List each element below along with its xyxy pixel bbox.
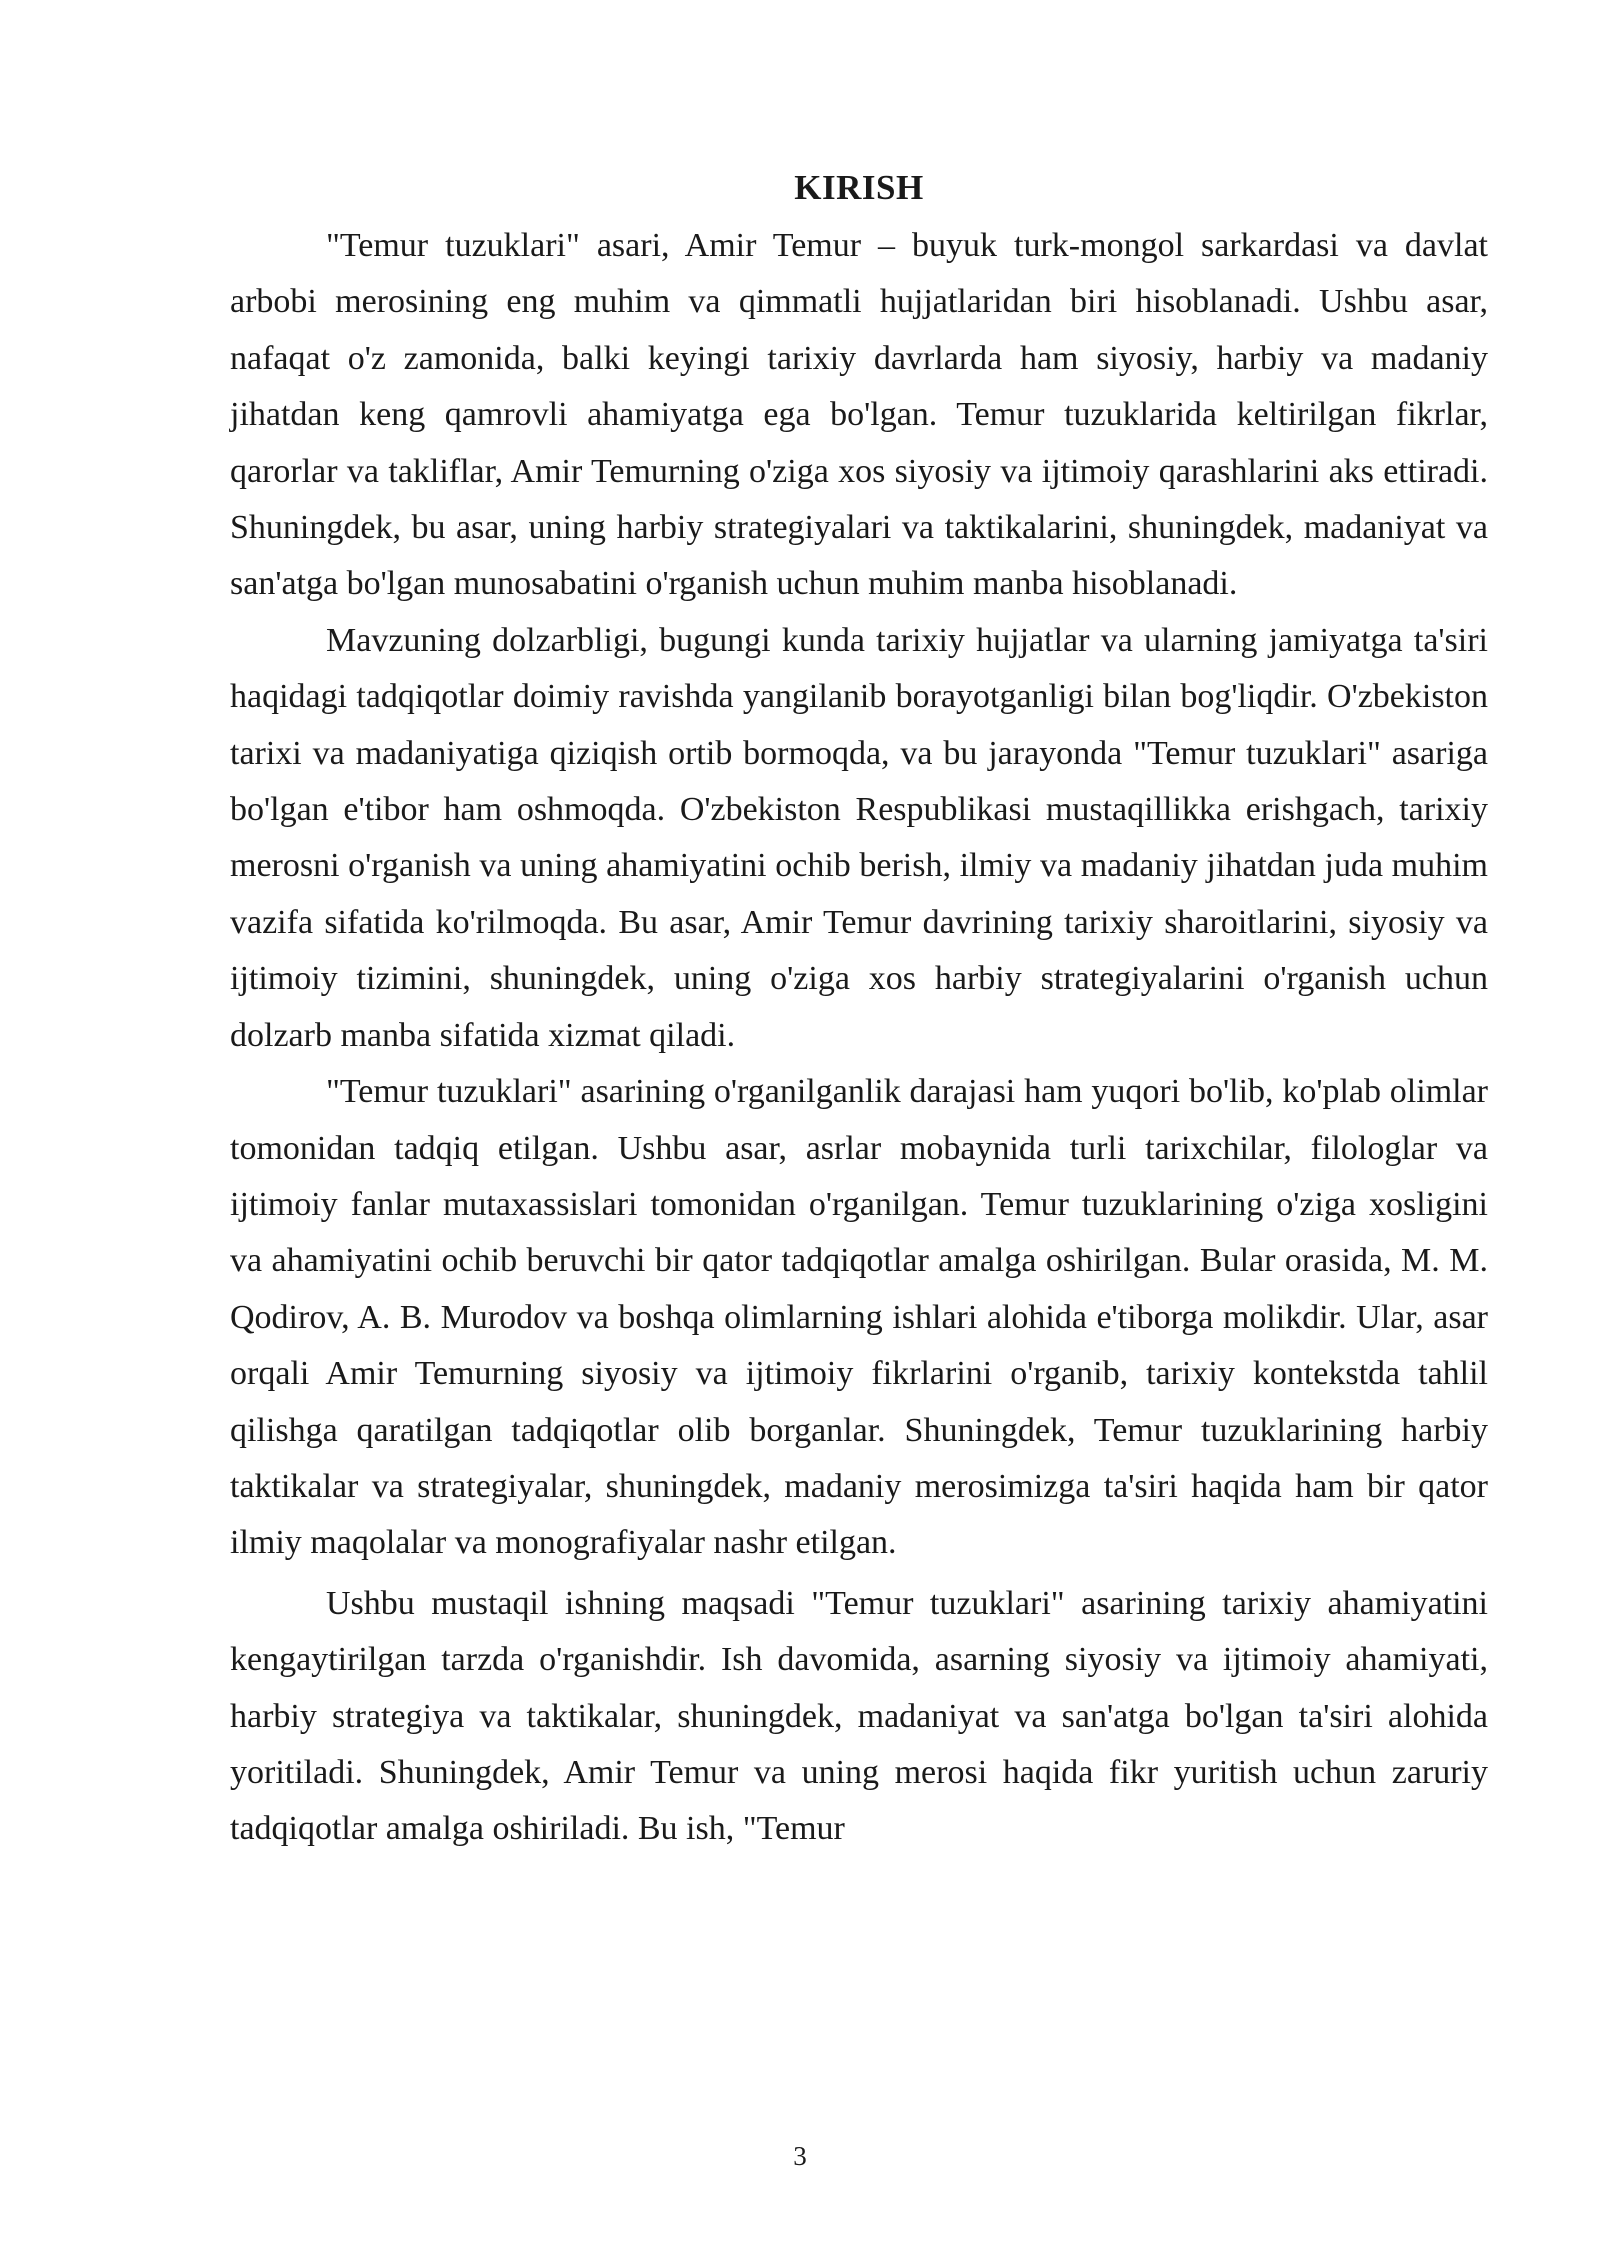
- paragraph-relevance: Mavzuning dolzarbligi, bugungi kunda tarixiy hujjatlar va ularning jamiyatga ta'siri haqidagi tadqiqotlar doimiy ravishda yangilanib borayotganligi bilan bog'liqdir. O'zbekiston tarixi va madaniyatiga qiziqish ortib bormoqda, va bu jarayonda "Temur tuzuklari" asariga bo'lgan e'tibor ham oshmoqda. O'zbekiston Respublikasi mustaqillikka erishgach, tarixiy merosni o'rganish va uning ahamiyatini ochib berish, ilmiy va madaniy jihatdan juda muhim vazifa sifatida ko'rilmoqda. Bu asar, Amir Temur davrining tarixiy sharoitlarini, siyosiy va ijtimoiy tizimini, shuningdek, uning o'ziga xos harbiy strategiyalarini o'rganish uchun dolzarb manba sifatida xizmat qiladi.: [230, 621, 1488, 1054]
- paragraph-study-level: "Temur tuzuklari" asarining o'rganilganlik darajasi ham yuqori bo'lib, ko'plab olimlar tomonidan tadqiq etilgan. Ushbu asar, asrlar mobaynida turli tarixchilar, filologlar va ijtimoiy fanlar mutaxassislari tomonidan o'rganilgan. Temur tuzuklarining o'ziga xosligini va ahamiyatini ochib beruvchi bir qator tadqiqotlar amalga oshirilgan. Bular orasida, M. M. Qodirov, A. B. Murodov va boshqa olimlarning ishlari alohida e'tiborga molikdir. Ular, asar orqali Amir Temurning siyosiy va ijtimoiy fikrlarini o'rganib, tarixiy kontekstda tahlil qilishga qaratilgan tadqiqotlar olib borganlar. Shuningdek, Temur tuzuklarining harbiy taktikalar va strategiyalar, shuningdek, madaniy merosimizga ta'siri haqida ham bir qator ilmiy maqolalar va monografiyalar nashr etilgan.: [230, 1073, 1488, 1562]
- page-title: KIRISH: [794, 168, 924, 207]
- page-number: 3: [793, 2141, 807, 2171]
- paragraph-intro: "Temur tuzuklari" asari, Amir Temur – buyuk turk-mongol sarkardasi va davlat arbobi merosining eng muhim va qimmatli hujjatlaridan biri hisoblanadi. Ushbu asar, nafaqat o'z zamonida, balki keyingi tarixiy davrlarda ham siyosiy, harbiy va madaniy jihatdan keng qamrovli ahamiyatga ega bo'lgan. Temur tuzuklarida keltirilgan fikrlar, qarorlar va takliflar, Amir Temurning o'ziga xos siyosiy va ijtimoiy qarashlarini aks ettiradi. Shuningdek, bu asar, uning harbiy strategiyalari va taktikalarini, shuningdek, madaniyat va san'atga bo'lgan munosabatini o'rganish uchun muhim manba hisoblanadi.: [230, 227, 1488, 603]
- paragraph-goal: Ushbu mustaqil ishning maqsadi "Temur tuzuklari" asarining tarixiy ahamiyatini kengaytirilgan tarzda o'rganishdir. Ish davomida, asarning siyosiy va ijtimoiy ahamiyati, harbiy strategiya va taktikalar, shuningdek, madaniyat va san'atga bo'lgan ta'siri alohida yoritiladi. Shuningdek, Amir Temur va uning merosi haqida fikr yuritish uchun zaruriy tadqiqotlar amalga oshiriladi. Bu ish, "Temur: [230, 1584, 1488, 1848]
- page-content: [230, 160, 1488, 1858]
